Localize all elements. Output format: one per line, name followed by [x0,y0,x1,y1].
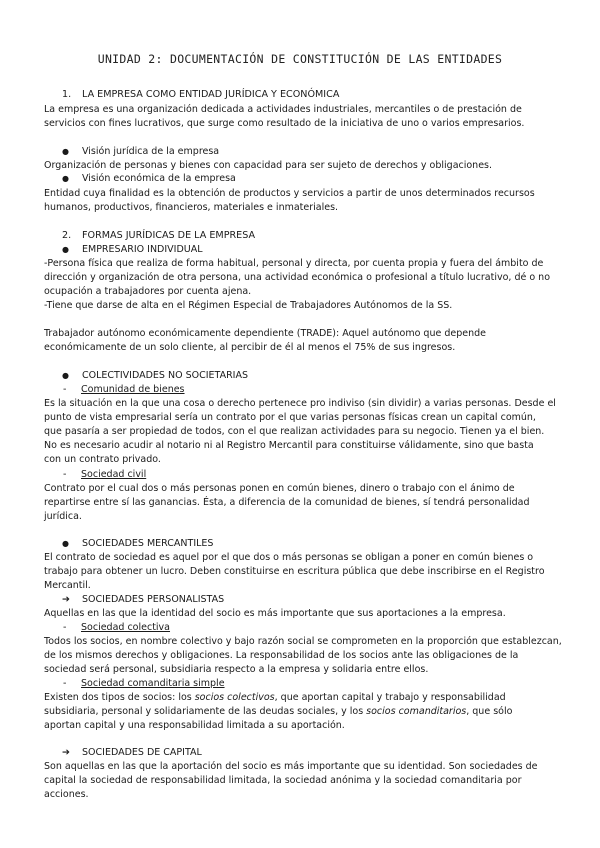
paragraph: Mercantil. [44,580,91,591]
document-page: UNIDAD 2: DOCUMENTACIÓN DE CONSTITUCIÓN DE LAS ENTIDADES 1. LA EMPRESA COMO ENTIDAD JURÍDICA Y ECONÓMICA La empresa es una organización dedicada a actividades industriales, mercantiles o de prestación de servicios con fines lucrativos, que surge como resultado de la iniciativa de uno o varios empresarios. ● Visión jurídica de la empresa Organización de personas y bienes con capacidad para ser sujeto de derechos y obligaciones. ● Visión económica de la empresa Entidad cuya finalidad es la obtención de productos y servicios a partir de unos determinados recursos humanos, productivos, financieros, materiales e inmateriales. 2. FORMAS JURÍDICAS DE LA EMPRESA ● EMPRESARIO INDIVIDUAL -Persona física que realiza de forma habitual, personal y directa, por cuenta propia y fuera del ámbito de dirección y organización de otra persona, una actividad económica o profesional a título lucrativo, dé o no ocupación a trabajadores por cuenta ajena. -Tiene que darse de alta en el Régimen Especial de Trabajadores Autónomos de la SS. Trabajador autónomo económicamente dependiente (TRADE): Aquel autónomo que depende económicamente de un solo cliente, al percibir de él al menos el 75% de sus ingresos. ● COLECTIVIDADES NO SOCIETARIAS - Comunidad de bienes Es la situación en la que una cosa o derecho pertenece pro indiviso (sin dividir) a varias personas. Desde el punto de vista empresarial sería un contrato por el que varias personas físicas crean un capital común, que pasaría a ser propiedad de todos, con el que realizan actividades para su negocio. Tienen ya el bien. No es necesario acudir al notario ni al Registro Mercantil para constituirse válidamente, sino que basta con un contrato privado. - Sociedad civil Contrato por el cual dos o más personas ponen en común bienes, dinero o trabajo con el ánimo de repartirse entre sí las ganancias. Ésta, a diferencia de la comunidad de bienes, sí tendrá personalidad jurídica. ● SOCIEDADES MERCANTILES El contrato de sociedad es aquel por el que dos o más personas se obligan a poner en común bienes o trabajo para obtener un lucro. Deben constituirse en escritura pública que debe inscribirse en el Registro Mercantil. ➔ SOCIEDADES PERSONALISTAS Aquellas en las que la identidad del socio es más importante que sus aportaciones a la empresa. - Sociedad colectiva Todos los socios, en nombre colectivo y bajo razón social se comprometen en la proporción que establezcan, de los mismos derechos y obligaciones. La responsabilidad de los socios ante las obligaciones de la sociedad será personal, subsidiaria respecto a la empresa y solidaria entre ellos. - Sociedad comanditaria simple Existen dos tipos de socios: los socios colectivos, que aportan capital y trabajo y responsabilidad subsidiaria, personal y solidariamente de las deudas sociales, y los socios comanditarios, que sólo aportan capital y una responsabilidad limitada a su aportación. ➔ SOCIEDADES DE CAPITAL Son aquellas en las que la aportación del socio es más importante que su identidad. Son sociedades de capital la sociedad de responsabilidad limitada, la sociedad anónima y la sociedad comanditaria por acciones. [0,0,600,848]
paragraph: -Persona física que realiza de forma habitual, personal y directa, por cuenta propia y fuera del ámbito de [44,258,544,269]
page-title: UNIDAD 2: DOCUMENTACIÓN DE CONSTITUCIÓN DE LAS ENTIDADES [97,52,503,66]
paragraph: -Tiene que darse de alta en el Régimen Especial de Trabajadores Autónomos de la SS. [44,300,453,311]
paragraph: de los mismos derechos y obligaciones. La responsabilidad de los socios ante las obligaciones de la [44,650,519,661]
paragraph: que pasaría a ser propiedad de todos, con el que realizan actividades para su negocio. Tienen ya el bien. [44,426,545,437]
paragraph: sociedad será personal, subsidiaria respecto a la empresa y solidaria entre ellos. [44,664,429,675]
paragraph: repartirse entre sí las ganancias. Ésta, a diferencia de la comunidad de bienes, sí tendrá personalidad [44,497,530,508]
paragraph: ocupación a trabajadores por cuenta ajena. [44,286,252,297]
paragraph: dirección y organización de otra persona, una actividad económica o profesional a título lucrativo, dé o no [44,272,551,283]
paragraph: Trabajador autónomo económicamente dependiente (TRADE): Aquel autónomo que depende [44,328,486,339]
paragraph: capital la sociedad de responsabilidad limitada, la sociedad anónima y la sociedad comanditaria por [44,775,522,786]
paragraph: Organización de personas y bienes con capacidad para ser sujeto de derechos y obligaciones. [44,160,493,171]
paragraph: subsidiaria, personal y solidariamente de las deudas sociales, y los socios comanditarios, que sólo [44,706,513,717]
bullet-icon: ● [62,147,69,156]
bullet-icon: ● [62,539,69,548]
paragraph: humanos, productivos, financieros, materiales e inmateriales. [44,202,339,213]
bullet-icon: ● [62,245,69,254]
paragraph: jurídica. [44,511,82,522]
arrow-icon: ➔ [62,594,70,605]
paragraph: Contrato por el cual dos o más personas ponen en común bienes, dinero o trabajo con el ánimo de [44,483,515,494]
paragraph: aportan capital y una responsabilidad limitada a su aportación. [44,720,345,731]
paragraph: acciones. [44,789,89,800]
paragraph: El contrato de sociedad es aquel por el que dos o más personas se obligan a poner en común bienes o [44,552,534,563]
paragraph: No es necesario acudir al notario ni al Registro Mercantil para constituirse válidamente, sino que basta [44,440,534,451]
paragraph: Entidad cuya finalidad es la obtención de productos y servicios a partir de unos determinados recursos [44,188,535,199]
paragraph: punto de vista empresarial sería un contrato por el que varias personas físicas crean un capital común, [44,412,536,423]
paragraph: con un contrato privado. [44,454,161,465]
paragraph: Existen dos tipos de socios: los socios colectivos, que aportan capital y trabajo y responsabilidad [44,692,506,703]
paragraph: Es la situación en la que una cosa o derecho pertenece pro indiviso (sin dividir) a varias personas. Desde el [44,398,556,409]
paragraph: trabajo para obtener un lucro. Deben constituirse en escritura pública que debe inscribirse en el Registro [44,566,545,577]
paragraph: Todos los socios, en nombre colectivo y bajo razón social se comprometen en la proporción que establezcan, [44,636,562,647]
paragraph: La empresa es una organización dedicada a actividades industriales, mercantiles o de prestación de [44,104,522,115]
arrow-icon: ➔ [62,747,70,758]
paragraph: Son aquellas en las que la aportación del socio es más importante que su identidad. Son sociedades de [44,761,538,772]
bullet-icon: ● [62,371,69,380]
bullet-icon: ● [62,174,69,183]
paragraph: económicamente de un solo cliente, al percibir de él al menos el 75% de sus ingresos. [44,342,456,353]
paragraph: Aquellas en las que la identidad del socio es más importante que sus aportaciones a la empresa. [44,608,506,619]
paragraph: servicios con fines lucrativos, que surge como resultado de la iniciativa de uno o varios empresarios. [44,118,525,129]
